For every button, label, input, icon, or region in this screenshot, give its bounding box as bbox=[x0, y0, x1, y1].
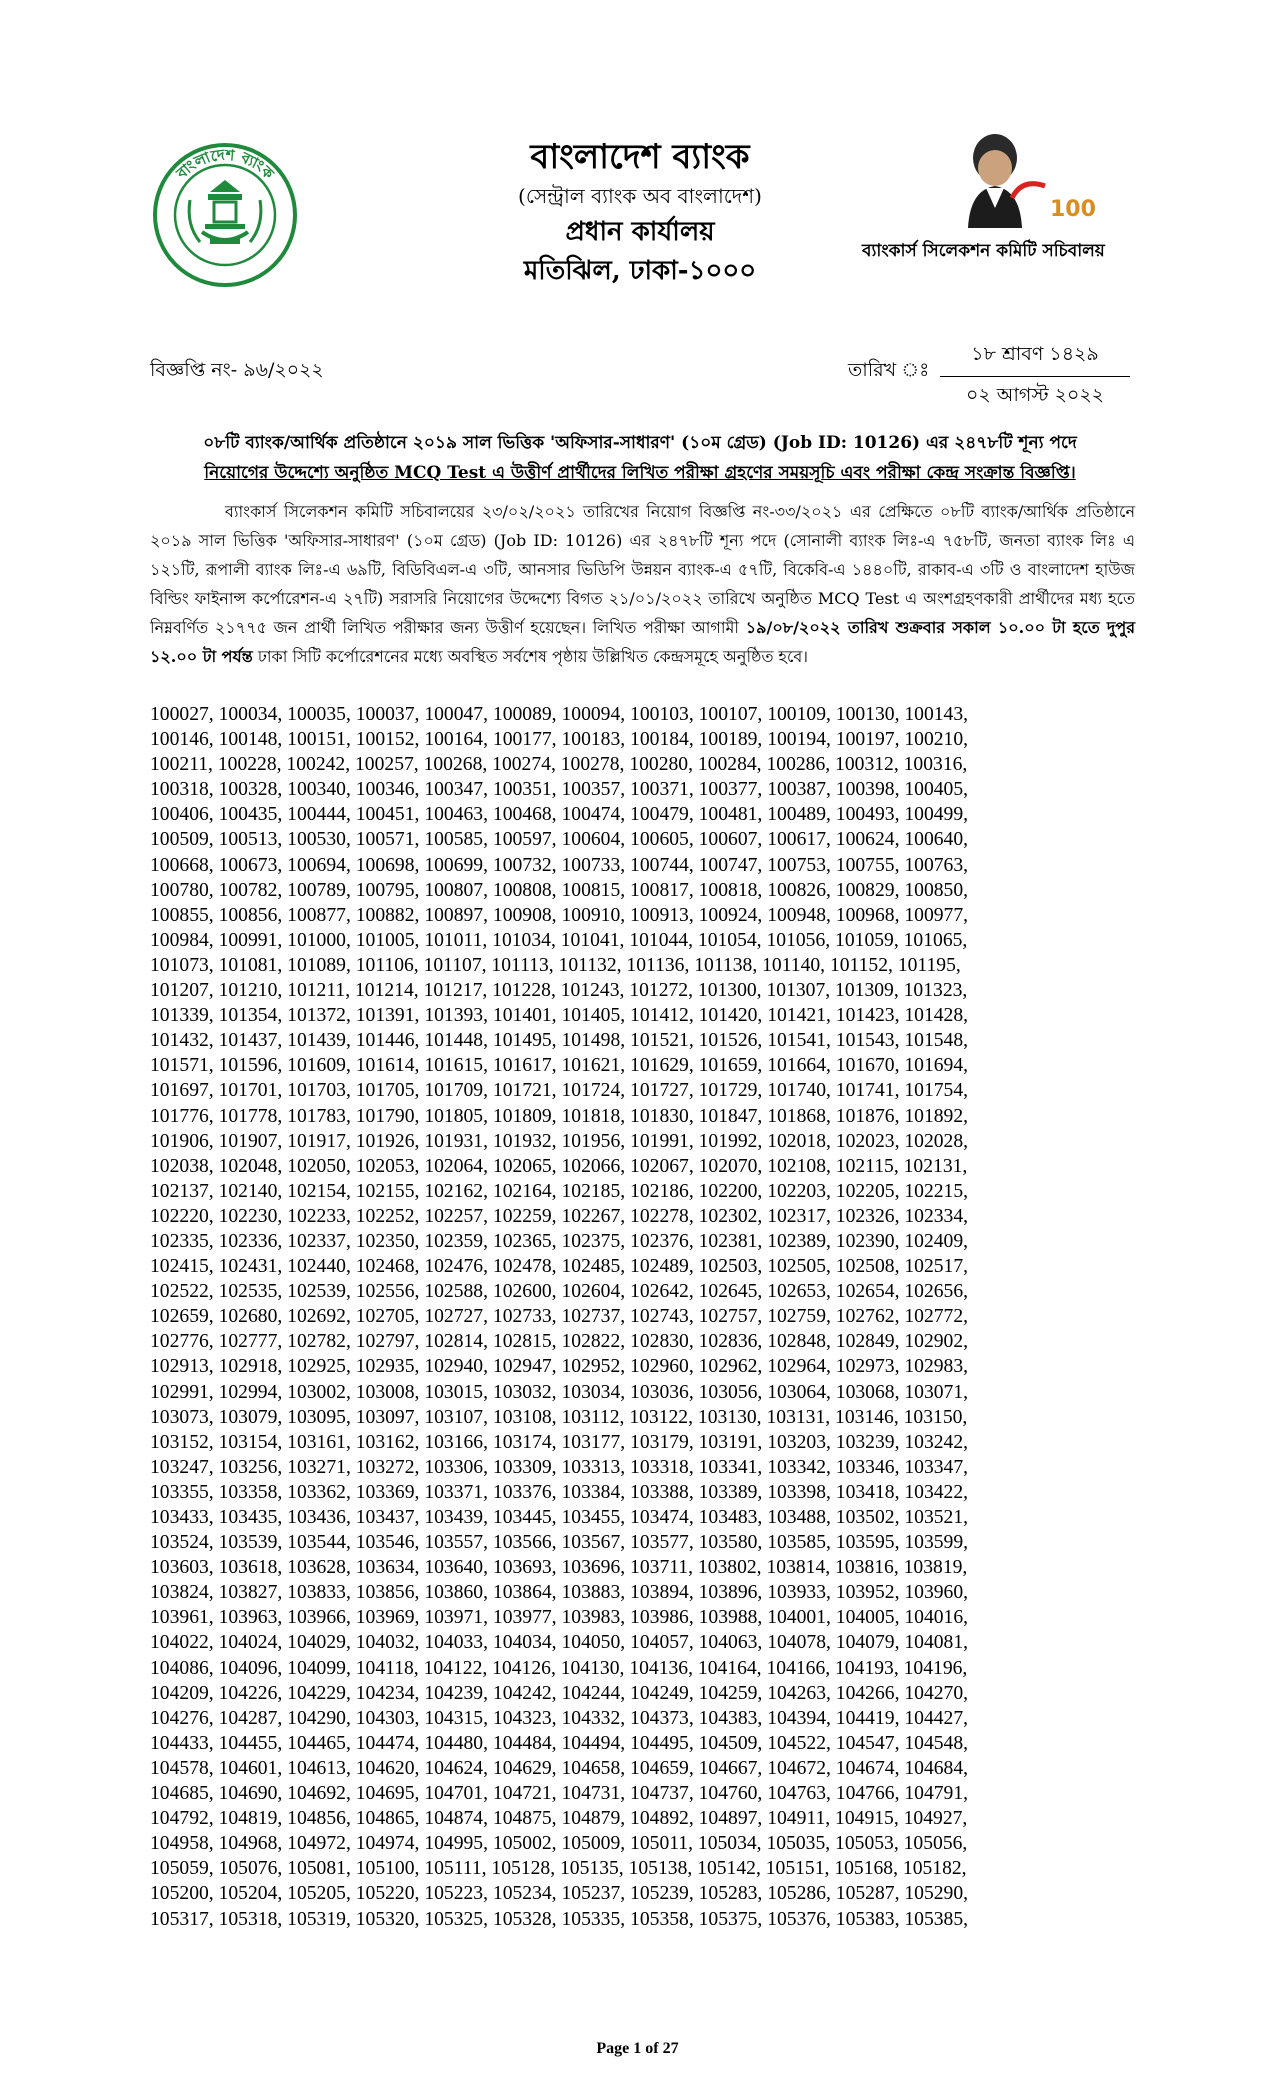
roll-number-row: 102335, 102336, 102337, 102350, 102359, 102365, 102375, 102376, 102381, 102389, 102390, 102409, bbox=[150, 1230, 969, 1252]
title-line-1: ০৮টি ব্যাংক/আর্থিক প্রতিষ্ঠানে ২০১৯ সাল ভিত্তিক 'অফিসার-সাধারণ' (১০ম গ্রেড) (Job ID: 10126) এর ২৪৭৮টি শূন্য পদে bbox=[203, 433, 1077, 453]
office-name: প্রধান কার্যালয় bbox=[565, 217, 715, 247]
roll-number-row: 104433, 104455, 104465, 104474, 104480, 104484, 104494, 104495, 104509, 104522, 104547, 104548, bbox=[150, 1732, 969, 1754]
title-line-2: নিয়োগের উদ্দেশ্যে অনুষ্ঠিত MCQ Test এ উত্তীর্ণ প্রার্থীদের লিখিত পরীক্ষা গ্রহণের সময়সূচি এবং পরীক্ষা কেন্দ্র সংক্রান্ত বিজ্ঞপ্তি। bbox=[204, 463, 1076, 483]
roll-number-row: 101073, 101081, 101089, 101106, 101107, 101113, 101132, 101136, 101138, 101140, 101152, 101195, bbox=[150, 954, 961, 976]
roll-number-row: 100509, 100513, 100530, 100571, 100585, 100597, 100604, 100605, 100607, 100617, 100624, 100640, bbox=[150, 829, 969, 851]
roll-number-row: 103824, 103827, 103833, 103856, 103860, 103864, 103883, 103894, 103896, 103933, 103952, 103960, bbox=[150, 1582, 969, 1604]
roll-number-row: 103073, 103079, 103095, 103097, 103107, 103108, 103112, 103122, 103130, 103131, 103146, 103150, bbox=[150, 1406, 968, 1428]
roll-number-row: 103961, 103963, 103966, 103969, 103971, 103977, 103983, 103986, 103988, 104001, 104005, 104016, bbox=[150, 1607, 969, 1629]
roll-number-row: 100780, 100782, 100789, 100795, 100807, 100808, 100815, 100817, 100818, 100826, 100829, 100850, bbox=[150, 879, 969, 901]
roll-number-row: 102137, 102140, 102154, 102155, 102162, 102164, 102185, 102186, 102200, 102203, 102205, 102215, bbox=[150, 1180, 969, 1202]
roll-number-list bbox=[150, 702, 1150, 1932]
notice-title bbox=[140, 428, 1140, 488]
roll-number-row: 103247, 103256, 103271, 103272, 103306, 103309, 103313, 103318, 103341, 103342, 103346, 103347, bbox=[150, 1456, 969, 1478]
roll-number-row: 100668, 100673, 100694, 100698, 100699, 100732, 100733, 100744, 100747, 100753, 100755, 100763, bbox=[150, 854, 969, 876]
roll-number-row: 104958, 104968, 104972, 104974, 104995, 105002, 105009, 105011, 105034, 105035, 105053, 105056, bbox=[150, 1833, 968, 1855]
roll-number-row: 101571, 101596, 101609, 101614, 101615, 101617, 101621, 101629, 101659, 101664, 101670, 101694, bbox=[150, 1055, 969, 1077]
roll-number-row: 100318, 100328, 100340, 100346, 100347, 100351, 100357, 100371, 100377, 100387, 100398, 100405, bbox=[150, 779, 969, 801]
roll-number-row: 100855, 100856, 100877, 100882, 100897, 100908, 100910, 100913, 100924, 100948, 100968, 100977, bbox=[150, 904, 969, 926]
org-subtitle: (সেন্ট্রাল ব্যাংক অব বাংলাদেশ) bbox=[518, 184, 762, 208]
mujib-portrait-icon bbox=[950, 128, 1096, 228]
roll-number-row: 103152, 103154, 103161, 103162, 103166, 103174, 103177, 103179, 103191, 103203, 103239, 103242, bbox=[150, 1431, 969, 1453]
logo-ring-text: বাংলাদেশ ব্যাংক bbox=[172, 145, 278, 183]
roll-number-row: 104685, 104690, 104692, 104695, 104701, 104721, 104731, 104737, 104760, 104763, 104766, 104791, bbox=[150, 1783, 969, 1805]
roll-number-row: 104022, 104024, 104029, 104032, 104033, 104034, 104050, 104057, 104063, 104078, 104079, 104081, bbox=[150, 1632, 969, 1654]
roll-number-row: 103355, 103358, 103362, 103369, 103371, 103376, 103384, 103388, 103389, 103398, 103418, 103422, bbox=[150, 1481, 969, 1503]
roll-number-row: 104578, 104601, 104613, 104620, 104624, 104629, 104658, 104659, 104667, 104672, 104674, 104684, bbox=[150, 1757, 969, 1779]
roll-number-row: 100211, 100228, 100242, 100257, 100268, 100274, 100278, 100280, 100284, 100286, 100312, 100316, bbox=[150, 754, 968, 776]
roll-number-row: 102415, 102431, 102440, 102468, 102476, 102478, 102485, 102489, 102503, 102505, 102508, 102517, bbox=[150, 1256, 969, 1278]
roll-number-row: 102220, 102230, 102233, 102252, 102257, 102259, 102267, 102278, 102302, 102317, 102326, 102334, bbox=[150, 1205, 969, 1227]
roll-number-row: 102913, 102918, 102925, 102935, 102940, 102947, 102952, 102960, 102962, 102964, 102973, 102983, bbox=[150, 1356, 969, 1378]
roll-number-row: 104086, 104096, 104099, 104118, 104122, 104126, 104130, 104136, 104164, 104166, 104193, 104196, bbox=[150, 1657, 968, 1679]
letterhead bbox=[400, 135, 880, 291]
roll-number-row: 104276, 104287, 104290, 104303, 104315, 104323, 104332, 104373, 104383, 104394, 104419, 104427, bbox=[150, 1707, 969, 1729]
exam-schedule: ১৯/০৮/২০২২ তারিখ শুক্রবার সকাল ১০.০০ টা হতে দুপুর ১২.০০ টা পর্যন্ত bbox=[150, 618, 1136, 666]
office-address: মতিঝিল, ঢাকা-১০০০ bbox=[523, 256, 757, 286]
body-part-3: ঢাকা সিটি কর্পোরেশনের মধ্যে অবস্থিত সর্বশেষ পৃষ্ঠায় উল্লিখিত কেন্দ্রসমূহে অনুষ্ঠিত হবে। bbox=[252, 647, 808, 666]
roll-number-row: 105200, 105204, 105205, 105220, 105223, 105234, 105237, 105239, 105283, 105286, 105287, 105290, bbox=[150, 1883, 969, 1905]
bangladesh-bank-logo-icon bbox=[150, 140, 300, 290]
body-part-1: ব্যাংকার্স সিলেকশন কমিটি সচিবালয়ের ২৩/০২/২০২১ তারিখের নিয়োগ বিজ্ঞপ্তি নং-৩৩/২০২১ এর প্রেক্ষিতে ০৮টি ব্যাংক/আর্থিক প্রতিষ্ঠানে ২০১৯ সাল ভিত্তিক 'অফিসার-সাধারণ' (১০ম গ্রেড) (Job ID: 10126) এর ২৪৭৮টি শূন্য পদে (সোনালী ব্যাংক লিঃ-এ ৭৫৮টি, জনতা ব্যাংক লিঃ এ ১২১টি, রূপালী ব্যাংক লিঃ-এ ৬৯টি, বিডিবিএল-এ ৩টি, আনসার ভিডিপি উন্নয়ন ব্যাংক-এ ৫৭টি, বিকেবি-এ ১৪৪০টি, রাকাব-এ ৩টি ও বাংলাদেশ হাউজ বিল্ডিং ফাইনান্স কর্পোরেশন-এ ২৭টি) সরাসরি নিয়োগের উদ্দেশ্যে বিগত ২১/০১/২০২২ তারিখে অনুষ্ঠিত MCQ Test এ অংশগ্রহণকারী প্রার্থীদের মধ্য হতে নিম্নবর্ণিত ২১৭৭৫ জন প্রার্থী লিখিত পরীক্ষার জন্য উত্তীর্ণ হয়েছেন। লিখিত পরীক্ষা আগামী bbox=[150, 502, 1135, 637]
roll-number-row: 102659, 102680, 102692, 102705, 102727, 102733, 102737, 102743, 102757, 102759, 102762, 102772, bbox=[150, 1306, 969, 1328]
date-bangla: ১৮ শ্রাবণ ১৪২৯ bbox=[940, 340, 1130, 377]
roll-number-row: 103603, 103618, 103628, 103634, 103640, 103693, 103696, 103711, 103802, 103814, 103816, 103819, bbox=[150, 1557, 968, 1579]
roll-number-row: 105317, 105318, 105319, 105320, 105325, 105328, 105335, 105358, 105375, 105376, 105383, 105385, bbox=[150, 1908, 969, 1930]
notice-body bbox=[150, 497, 1135, 671]
portrait-badge: 100 bbox=[1050, 197, 1096, 222]
roll-number-row: 102776, 102777, 102782, 102797, 102814, 102815, 102822, 102830, 102836, 102848, 102849, 102902, bbox=[150, 1331, 969, 1353]
roll-number-row: 102991, 102994, 103002, 103008, 103015, 103032, 103034, 103036, 103056, 103064, 103068, 103071, bbox=[150, 1381, 969, 1403]
page-number: Page 1 of 27 bbox=[596, 2040, 679, 2057]
secretariat-name: ব্যাংকার্স সিলেকশন কমিটি সচিবালয় bbox=[862, 241, 1105, 261]
roll-number-row: 101697, 101701, 101703, 101705, 101709, 101721, 101724, 101727, 101729, 101740, 101741, 101754, bbox=[150, 1080, 969, 1102]
roll-number-row: 103433, 103435, 103436, 103437, 103439, 103445, 103455, 103474, 103483, 103488, 103502, 103521, bbox=[150, 1507, 969, 1528]
roll-number-row: 100984, 100991, 101000, 101005, 101011, 101034, 101041, 101044, 101054, 101056, 101059, 101065, bbox=[150, 929, 968, 951]
roll-number-row: 100146, 100148, 100151, 100152, 100164, 100177, 100183, 100184, 100189, 100194, 100197, 100210, bbox=[150, 729, 969, 751]
notice-number: বিজ্ঞপ্তি নং- ৯৬/২০২২ bbox=[150, 359, 324, 381]
date-label: তারিখ ঃ bbox=[848, 359, 930, 381]
roll-number-row: 100027, 100034, 100035, 100037, 100047, 100089, 100094, 100103, 100107, 100109, 100130, 100143, bbox=[150, 704, 969, 725]
roll-number-row: 100406, 100435, 100444, 100451, 100463, 100468, 100474, 100479, 100481, 100489, 100493, 100499, bbox=[150, 804, 969, 826]
roll-number-row: 101432, 101437, 101439, 101446, 101448, 101495, 101498, 101521, 101526, 101541, 101543, 101548, bbox=[150, 1030, 969, 1052]
roll-number-row: 105059, 105076, 105081, 105100, 105111, 105128, 105135, 105138, 105142, 105151, 105168, 105182, bbox=[150, 1858, 967, 1880]
roll-number-row: 102522, 102535, 102539, 102556, 102588, 102600, 102604, 102642, 102645, 102653, 102654, 102656, bbox=[150, 1281, 969, 1303]
roll-number-row: 101339, 101354, 101372, 101391, 101393, 101401, 101405, 101412, 101420, 101421, 101423, 101428, bbox=[150, 1005, 969, 1027]
roll-number-row: 104792, 104819, 104856, 104865, 104874, 104875, 104879, 104892, 104897, 104911, 104915, 104927, bbox=[150, 1808, 968, 1830]
roll-number-row: 101906, 101907, 101917, 101926, 101931, 101932, 101956, 101991, 101992, 102018, 102023, 102028, bbox=[150, 1130, 969, 1152]
roll-number-row: 101207, 101210, 101211, 101214, 101217, 101228, 101243, 101272, 101300, 101307, 101309, 101323, bbox=[150, 980, 968, 1002]
date-english: ০২ আগস্ট ২০২২ bbox=[965, 384, 1105, 406]
roll-number-row: 101776, 101778, 101783, 101790, 101805, 101809, 101818, 101830, 101847, 101868, 101876, 101892, bbox=[150, 1105, 969, 1127]
notice-date bbox=[940, 340, 1130, 413]
roll-number-row: 102038, 102048, 102050, 102053, 102064, 102065, 102066, 102067, 102070, 102108, 102115, 102131, bbox=[150, 1155, 968, 1177]
org-name: বাংলাদেশ ব্যাংক bbox=[530, 137, 750, 177]
roll-number-row: 104209, 104226, 104229, 104234, 104239, 104242, 104244, 104249, 104259, 104263, 104266, 104270, bbox=[150, 1682, 969, 1704]
roll-number-row: 103524, 103539, 103544, 103546, 103557, 103566, 103567, 103577, 103580, 103585, 103595, 103599, bbox=[150, 1532, 969, 1554]
